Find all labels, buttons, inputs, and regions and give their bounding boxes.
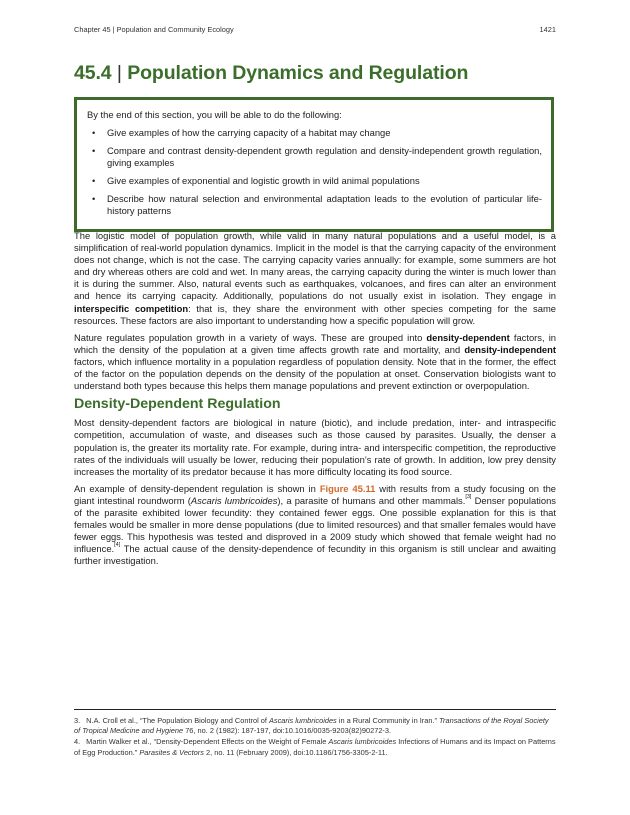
subheading-density-dependent: Density-Dependent Regulation xyxy=(74,396,281,413)
paragraph-ascaris-example: An example of density-dependent regulation is shown in Figure 45.11 with results from a study focusing on the giant intestinal roundworm (Ascaris lumbricoides), a parasite of humans and other mammals.[3] Denser populations of the parasite exhibited lower fecundity: they contained fewer eggs. One possible explanation for this is that females would be smaller in more dense populations (due to limited resources) and that smaller females would have fewer eggs. This hypothesis was tested and disproved in a 2009 study which showed that female weight had no influence.[4] The actual cause of the density-dependence of fecundity in this organism is still unclear and awaiting further investigation. xyxy=(74,482,556,567)
objective-item xyxy=(92,193,542,217)
key-term-density-dependent: density-dependent xyxy=(426,331,510,343)
footnotes xyxy=(74,716,556,759)
paragraph-density-dependent-factors: Most density-dependent factors are biological in nature (biotic), and include predation, inter- and intraspecific competition, accumulation of waste, and diseases such as those caused by parasites. Usually, the denser a population is, the greater its mortality rate. For example, during intra- and interspecific competition, the reproductive rates of the individuals will usually be lower, reducing their population’s rate of growth. In addition, low prey density increases the mortality of its predator because it has more difficulty locating its food source. xyxy=(74,417,556,477)
species-name: Ascaris lumbricoides xyxy=(190,494,278,506)
objectives-list xyxy=(77,127,551,217)
footnote-ref-4[interactable]: [4] xyxy=(114,542,121,549)
objective-item xyxy=(92,175,542,187)
section-number: 45.4 xyxy=(74,62,112,84)
learning-objectives-box xyxy=(74,97,554,232)
objective-item xyxy=(92,127,542,139)
bullet-icon: • xyxy=(92,127,96,138)
objective-text: Give examples of how the carrying capacity of a habitat may change xyxy=(107,127,391,138)
section-separator: | xyxy=(116,62,122,84)
objective-text: Give examples of exponential and logistic growth in wild animal populations xyxy=(107,175,420,186)
bullet-icon: • xyxy=(92,193,96,204)
objectives-intro: By the end of this section, you will be able to do the following: xyxy=(87,109,342,120)
bullet-icon: • xyxy=(92,145,96,156)
figure-link[interactable]: Figure 45.11 xyxy=(319,482,376,494)
objective-item xyxy=(92,145,542,169)
footnote-divider xyxy=(74,709,556,710)
footnote-4: 4. Martin Walker et al., “Density-Dependent Effects on the Weight of Female Ascaris lumbricoides Infections of Humans and its Impact on Patterns of Egg Production.” Parasites & Vectors 2, no. 11 (February 2009), doi:10.1186/1756-3305-2-11. xyxy=(74,737,556,757)
chapter-title: Chapter 45 | Population and Community Ecology xyxy=(74,25,234,34)
objective-text: Compare and contrast density-dependent growth regulation and density-independent growth regulation, giving examples xyxy=(107,145,542,168)
footnote-3: 3. N.A. Croll et al., “The Population Biology and Control of Ascaris lumbricoides in a Rural Community in Iran.” Transactions of the Royal Society of Tropical Medicine and Hygiene 76, no. 2 (1982): 187-197, doi:10.1016/0035-9203(82)90272-3. xyxy=(74,716,549,736)
key-term-density-independent: density-independent xyxy=(464,343,556,355)
objective-text: Describe how natural selection and environmental adaptation leads to the evolution of particular life-history patterns xyxy=(107,193,542,216)
footnote-ref-3[interactable]: [3] xyxy=(465,493,472,500)
running-header xyxy=(74,25,556,34)
paragraph-carrying-capacity: The logistic model of population growth, while valid in many natural populations and a useful model, is a simplification of real-world population dynamics. Implicit in the model is that the carrying capacity of the environment does not change, which is not the case. The carrying capacity varies annually: for example, some summers are hot and dry whereas others are cold and wet. In many areas, the carrying capacity during the winter is much lower than it is during the summer. Also, natural events such as earthquakes, volcanoes, and fires can alter an environment and hence its carrying capacity. Additionally, populations do not usually exist in isolation. They engage in interspecific competition: that is, they share the environment with other species competing for the same resources. These factors are also important to understanding how a specific population will grow. xyxy=(74,230,556,326)
page-number: 1421 xyxy=(539,25,556,34)
key-term-interspecific-competition: interspecific competition xyxy=(74,302,189,314)
section-title xyxy=(74,62,468,85)
section-title-text: Population Dynamics and Regulation xyxy=(127,62,469,84)
bullet-icon: • xyxy=(92,175,96,186)
paragraph-regulation-factors: Nature regulates population growth in a variety of ways. These are grouped into density-dependent factors, in which the density of the population at a given time affects growth rate and mortality, and density-independent factors, which influence mortality in a population regardless of population density. Note that in the former, the effect of the factor on the population depends on the density of the population at onset. Conservation biologists want to understand both types because this helps them manage populations and prevent extinction or overpopulation. xyxy=(74,331,556,392)
main-content xyxy=(74,230,556,572)
